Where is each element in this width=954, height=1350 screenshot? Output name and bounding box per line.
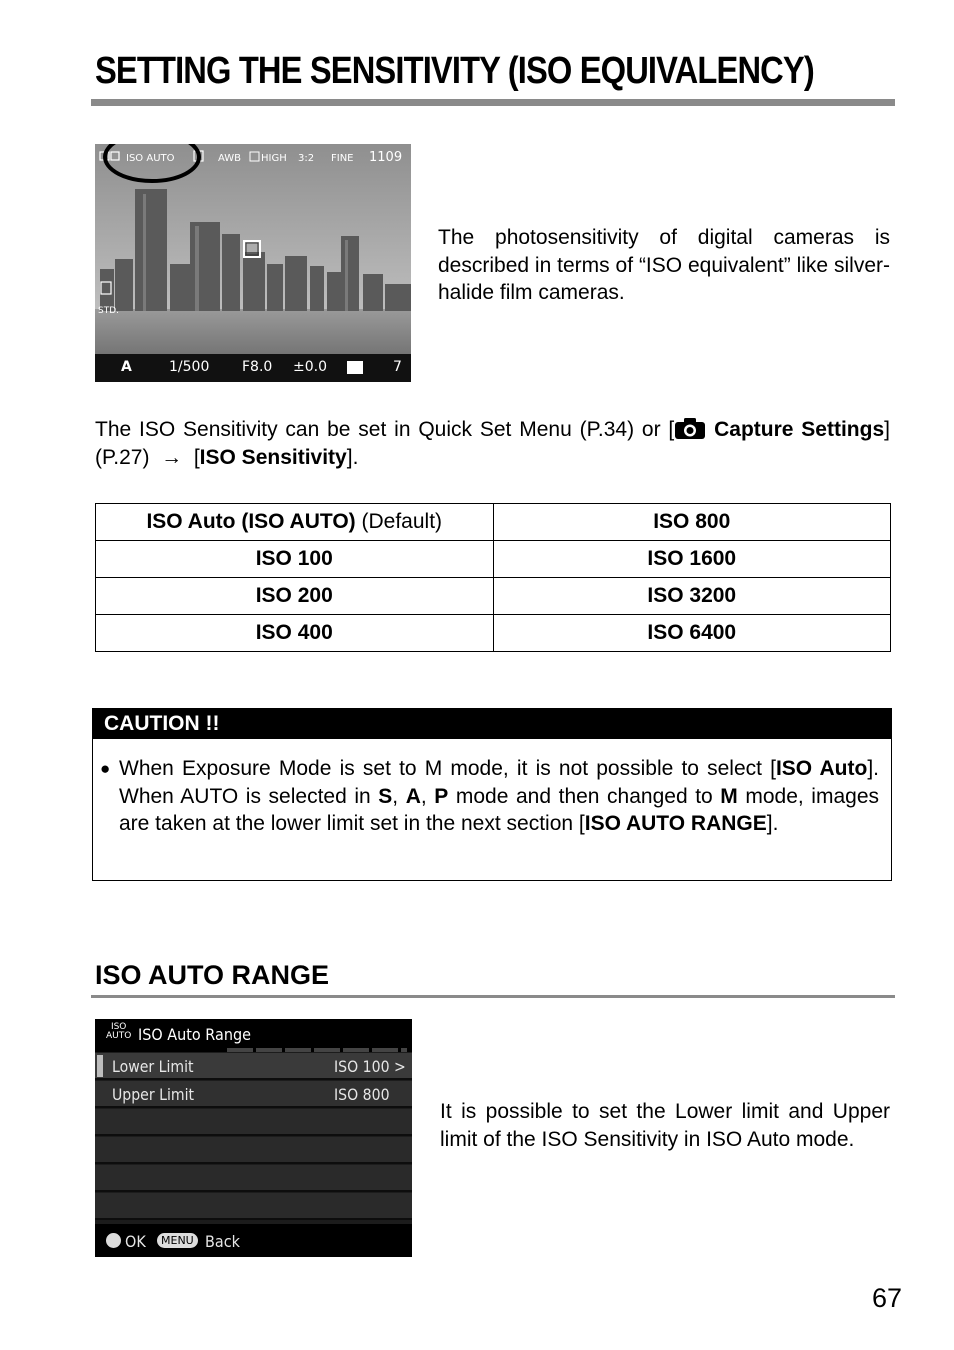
title-divider — [91, 99, 895, 106]
table-cell: ISO 200 — [96, 578, 494, 615]
table-cell: ISO 800 — [493, 504, 891, 541]
page-title: SETTING THE SENSITIVITY (ISO EQUIVALENCY) — [95, 50, 814, 92]
caution-text-part: ]. — [766, 812, 779, 835]
table-cell: ISO 400 — [96, 615, 494, 652]
caution-text-part: , — [420, 784, 435, 808]
menu-path-bracket: [ — [193, 445, 200, 469]
lower-limit-label: Lower Limit — [112, 1057, 194, 1076]
back-label: Back — [205, 1232, 240, 1251]
section-title: ISO AUTO RANGE — [95, 960, 330, 990]
menu-row-empty — [95, 1109, 412, 1136]
table-cell: ISO 3200 — [493, 578, 891, 615]
caution-bold: P — [434, 784, 449, 808]
ok-label: OK — [125, 1232, 146, 1251]
table-row — [96, 578, 891, 615]
iso-auto-icon — [106, 1023, 131, 1041]
iso-options-table — [95, 503, 891, 652]
caution-text-part: mode and then changed to — [448, 784, 721, 808]
iso-auto-indicator: ISO AUTO — [126, 153, 175, 164]
menu-row-empty — [95, 1165, 412, 1192]
aperture-value: F8.0 — [242, 359, 273, 375]
city-skyline-photo — [95, 144, 411, 382]
menu-path-paragraph — [95, 416, 890, 471]
menu-tabs — [227, 1048, 407, 1052]
selection-marker — [97, 1055, 103, 1077]
menu-path-mid: ] (P.27) — [95, 418, 890, 469]
burst-count: 7 — [393, 359, 402, 375]
caution-box — [92, 708, 892, 881]
camera-icon — [674, 417, 706, 439]
table-cell: ISO 6400 — [493, 615, 891, 652]
page-number: 67 — [872, 1283, 903, 1313]
bullet-icon: ● — [100, 759, 111, 778]
iso-auto-range-menu-image — [95, 1019, 412, 1257]
camera-live-view-image — [95, 144, 411, 382]
caution-header: CAUTION !! — [93, 709, 891, 739]
caution-text-part: ]. When AUTO is selected in — [119, 757, 880, 808]
menu-title: ISO Auto Range — [138, 1025, 251, 1044]
upper-limit-value: ISO 800 — [334, 1085, 390, 1104]
quality-high-indicator: HIGH — [261, 153, 287, 164]
exposure-mode: A — [121, 359, 132, 375]
menu-header — [95, 1019, 412, 1052]
table-row — [96, 541, 891, 578]
wb-indicator: AWB — [218, 153, 242, 164]
exposure-info-bar — [95, 354, 411, 382]
exposure-compensation: ±0.0 — [293, 359, 327, 375]
iso-auto-icon-top: ISO — [110, 1022, 127, 1032]
capture-settings-label: Capture Settings — [714, 418, 885, 441]
lower-limit-value: ISO 100 > — [334, 1057, 406, 1076]
shots-remaining: 1109 — [369, 150, 403, 165]
caution-bold: S — [378, 784, 393, 808]
caution-bold: A — [405, 784, 421, 808]
menu-row-lower-limit — [95, 1053, 412, 1080]
table-row — [96, 504, 891, 541]
caution-text-part: When Exposure Mode is set to M mode, it is not possible to select [ — [119, 757, 776, 780]
menu-path-lead: The ISO Sensitivity can be set in Quick Set Menu (P.34) or [ — [95, 418, 675, 441]
menu-row-upper-limit — [95, 1081, 412, 1108]
ok-button-icon — [106, 1233, 121, 1248]
menu-footer — [95, 1224, 412, 1257]
fine-indicator: FINE — [331, 153, 354, 164]
table-cell — [96, 504, 494, 541]
iso-sensitivity-label: ISO Sensitivity — [199, 445, 347, 469]
iso-auto-icon-bottom: AUTO — [106, 1031, 132, 1041]
arrow-icon: → — [161, 445, 183, 469]
caution-bold: ISO AUTO RANGE — [584, 812, 767, 835]
section-divider — [91, 995, 895, 998]
style-indicator: STD. — [98, 306, 120, 316]
caution-text-part: , — [392, 784, 406, 808]
intro-paragraph: The photosensitivity of digital cameras is described in terms of “ISO equivalent” like silver-halide film cameras. — [438, 226, 890, 304]
menu-row-empty — [95, 1193, 412, 1220]
table-cell: ISO 100 — [96, 541, 494, 578]
iso-auto-option: ISO Auto (ISO AUTO) — [146, 510, 356, 533]
shutter-speed: 1/500 — [169, 359, 210, 375]
iso-range-paragraph: It is possible to set the Lower limit and Upper limit of the ISO Sensitivity in ISO Auto mode. — [440, 1100, 890, 1151]
caution-bold: M — [720, 784, 738, 808]
menu-row-empty — [95, 1137, 412, 1164]
metering-icon — [347, 361, 363, 374]
menu-button-icon: MENU — [157, 1233, 198, 1248]
menu-path-close: ]. — [346, 445, 359, 469]
caution-text — [119, 755, 879, 838]
caution-bold: ISO Auto — [775, 757, 868, 780]
table-row — [96, 615, 891, 652]
upper-limit-label: Upper Limit — [112, 1085, 195, 1104]
default-note: (Default) — [355, 510, 443, 533]
table-cell: ISO 1600 — [493, 541, 891, 578]
caution-text-part: mode, images are taken at the lower limit set in the next section [ — [119, 784, 880, 835]
aspect-indicator: 3:2 — [298, 153, 315, 164]
